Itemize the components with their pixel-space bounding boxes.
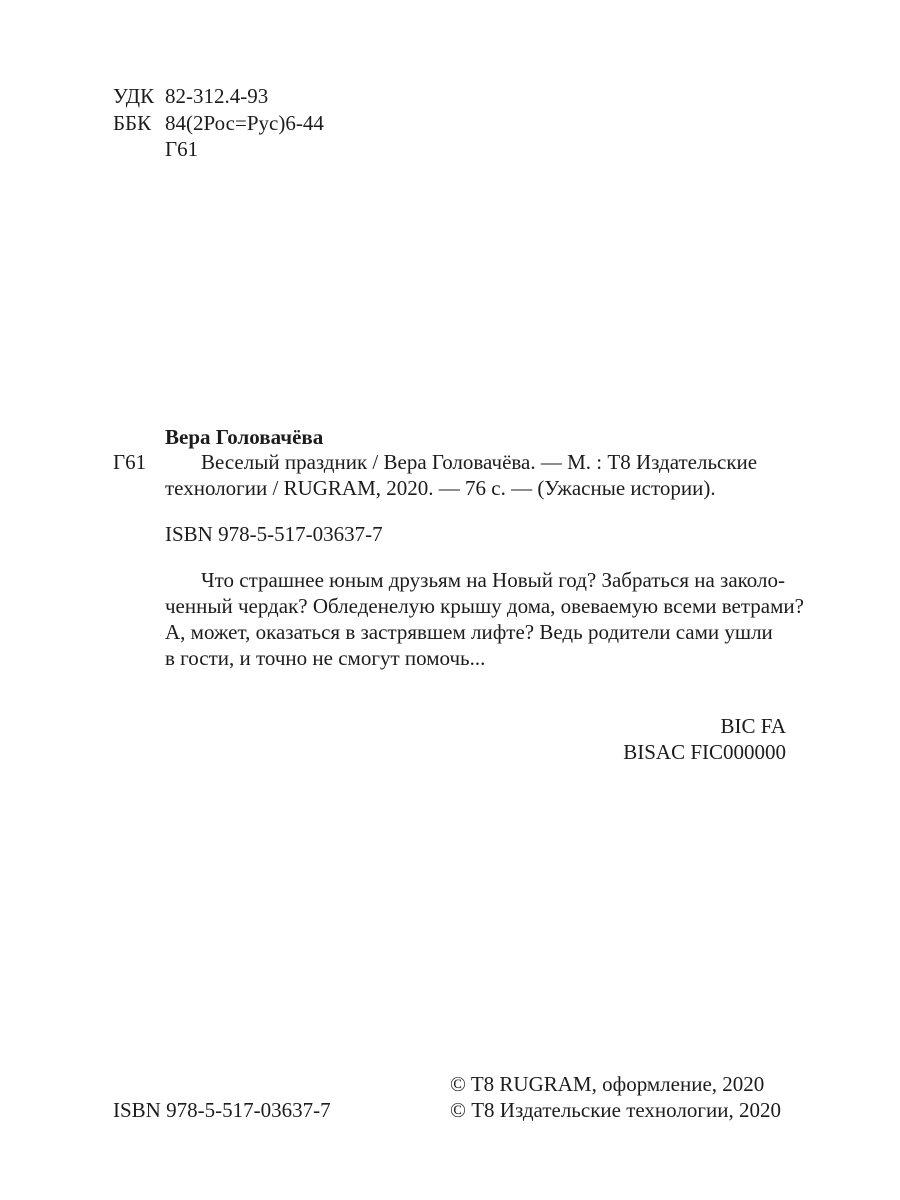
author-mark: Г61 bbox=[165, 137, 199, 161]
footer-isbn: ISBN 978-5-517-03637-7 bbox=[113, 1098, 331, 1122]
annotation-line-1: Что страшнее юным друзьям на Новый год? Забраться на заколо- bbox=[201, 568, 786, 592]
author-heading: Вера Головачёва bbox=[165, 425, 324, 449]
annotation-line-4: в гости, и точно не смогут помочь... bbox=[165, 646, 486, 670]
bbk-label: ББК bbox=[113, 111, 152, 135]
copyright-design: © T8 RUGRAM, оформление, 2020 bbox=[450, 1072, 765, 1096]
udk-value: 82-312.4-93 bbox=[165, 84, 269, 108]
bisac-code: BISAC FIC000000 bbox=[623, 740, 786, 764]
bbk-value: 84(2Рос=Рус)6-44 bbox=[165, 111, 324, 135]
description-line-1: Веселый праздник / Вера Головачёва. — М. : Т8 Издательские bbox=[201, 450, 758, 474]
bic-code: BIC FA bbox=[720, 714, 786, 738]
annotation-line-2: ченный чердак? Обледенелую крышу дома, овеваемую всеми ветрами? bbox=[165, 594, 804, 618]
copyright-publisher: © Т8 Издательские технологии, 2020 bbox=[450, 1098, 781, 1122]
udk-line bbox=[113, 84, 268, 109]
udk-label: УДК bbox=[113, 84, 155, 108]
annotation-line-3: А, может, оказаться в застрявшем лифте? Ведь родители сами ушли bbox=[165, 620, 773, 644]
isbn-record: ISBN 978-5-517-03637-7 bbox=[165, 522, 383, 546]
description-line-2: технологии / RUGRAM, 2020. — 76 с. — (Ужасные истории). bbox=[165, 476, 716, 500]
record-mark: Г61 bbox=[113, 450, 147, 474]
bbk-line bbox=[113, 111, 324, 136]
